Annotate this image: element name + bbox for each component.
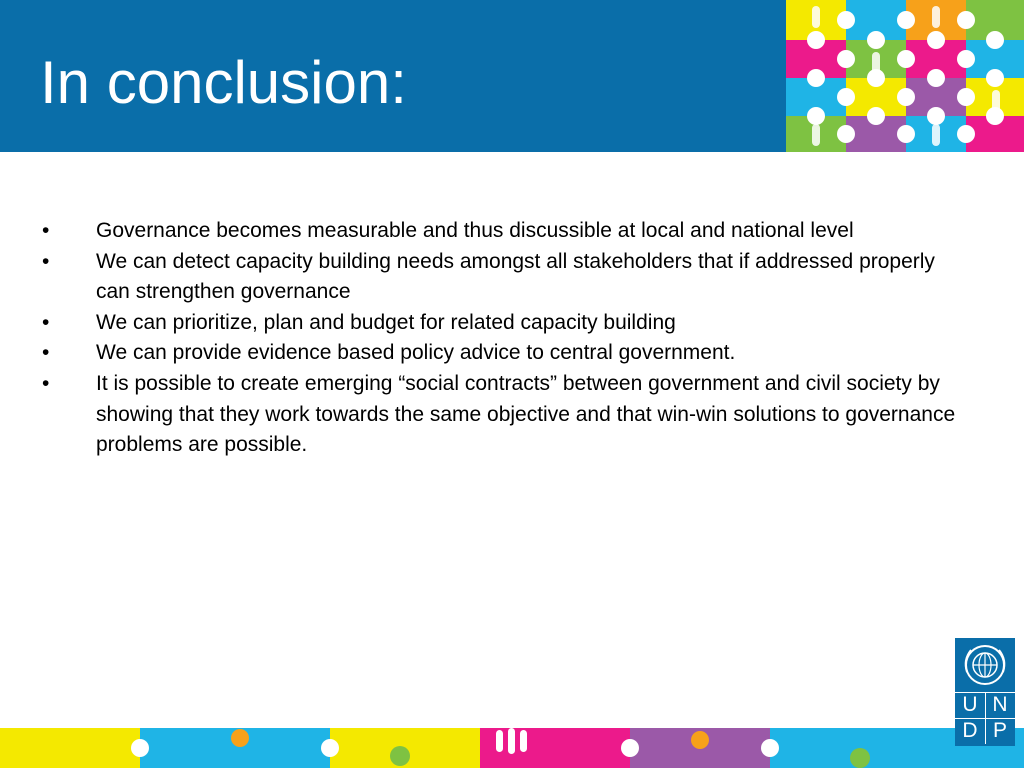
bullet-marker: • <box>42 310 50 334</box>
slide-title: In conclusion: <box>40 49 407 116</box>
logo-letter: D <box>962 719 978 742</box>
bullet-marker: • <box>42 371 50 395</box>
logo-letter: U <box>962 693 978 716</box>
bullet-item <box>40 216 960 247</box>
bullet-item <box>40 308 960 339</box>
footer-puzzle-band <box>0 728 1024 768</box>
bullet-text: Governance becomes measurable and thus discussible at local and national level <box>96 219 854 242</box>
footer-hands-icon <box>0 728 1024 768</box>
bullet-item <box>40 369 960 461</box>
puzzle-hands-icon <box>786 0 1024 152</box>
bullet-item <box>40 338 960 369</box>
bullet-text: It is possible to create emerging “social contracts” between government and civil society by showing that they work towards the same objective and that win-win solutions to governance problems are possible. <box>96 371 956 457</box>
puzzle-hands-graphic <box>786 0 1024 152</box>
bullet-text: We can provide evidence based policy advice to central government. <box>96 341 736 365</box>
undp-logo <box>955 638 1015 746</box>
slide-header <box>0 0 1024 152</box>
bullet-marker: • <box>42 341 50 365</box>
bullet-marker: • <box>42 249 50 273</box>
bullet-item <box>40 247 960 308</box>
bullet-text: We can detect capacity building needs amongst all stakeholders that if addressed properly can strengthen governance <box>96 249 935 304</box>
un-emblem-icon <box>955 638 1015 692</box>
logo-letter: P <box>992 719 1007 742</box>
bullet-list <box>40 216 960 461</box>
bullet-text: We can prioritize, plan and budget for related capacity building <box>96 310 676 334</box>
bullet-marker: • <box>42 219 50 242</box>
logo-letter: N <box>992 693 1008 716</box>
